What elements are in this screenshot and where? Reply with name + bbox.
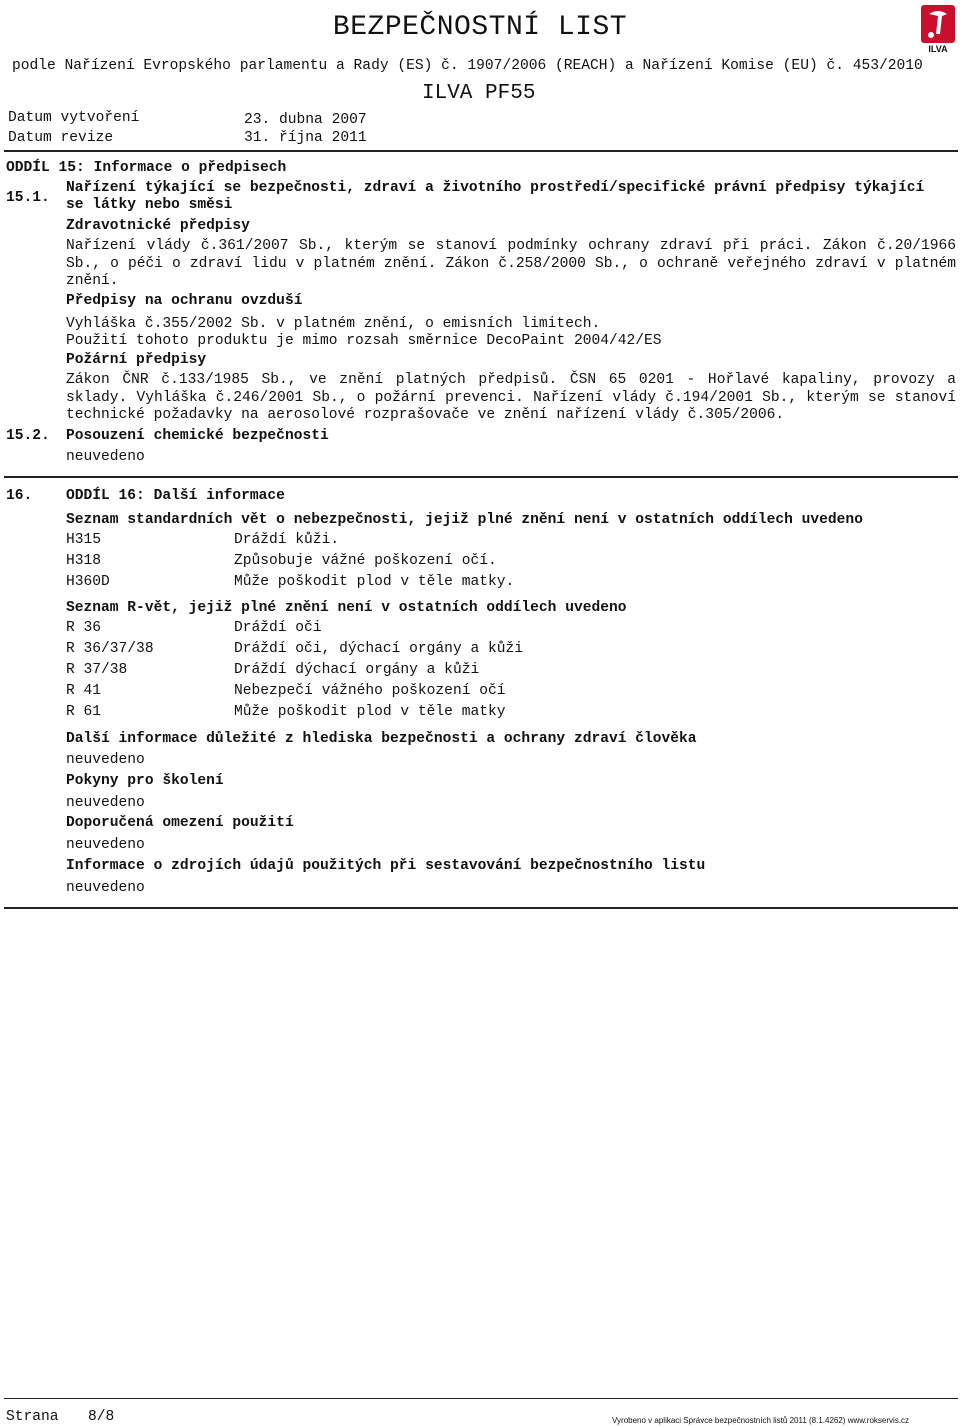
h-text: Může poškodit plod v těle matky. <box>234 574 515 590</box>
h-code: H360D <box>66 574 110 590</box>
fire-regulations-text: Zákon ČNR č.133/1985 Sb., ve znění platných předpisů. ČSN 65 0201 - Hořlavé kapaliny, provozy a sklady. Vyhláška č.246/2001 Sb., o požární prevenci. Nařízení vlády č.194/2001 Sb., kterým se stanoví technické požadavky na aerosolové rozprašovače ve znění nařízení vlády č.305/2006. <box>66 372 956 423</box>
subsection-15-2-value: neuvedeno <box>66 449 145 465</box>
subsection-15-2-title: Posouzení chemické bezpečnosti <box>66 428 329 444</box>
subsection-15-1-title-line2: se látky nebo směsi <box>66 197 233 213</box>
training-value: neuvedeno <box>66 795 145 811</box>
sources-value: neuvedeno <box>66 880 145 896</box>
created-value: 23. dubna 2007 <box>244 112 367 128</box>
document-title: BEZPEČNOSTNÍ LIST <box>332 12 628 43</box>
created-label: Datum vytvoření <box>8 110 140 126</box>
page-label: Strana <box>6 1409 59 1425</box>
h-code: H318 <box>66 553 102 569</box>
r-code: R 36/37/38 <box>66 641 154 657</box>
health-regulations-text: Nařízení vlády č.361/2007 Sb., kterým se stanoví podmínky ochrany zdraví při práci. Zákon č.20/1966 Sb., o péči o zdraví lidu v platném znění. Zákon č.258/2000 Sb., o ochraně veřejného zdraví v platném znění. <box>66 238 956 289</box>
h-text: Způsobuje vážné poškození očí. <box>234 553 497 569</box>
r-code: R 41 <box>66 683 102 699</box>
logo-text: ILVA <box>928 44 948 54</box>
regulation-subtitle: podle Nařízení Evropského parlamentu a Rady (ES) č. 1907/2006 (REACH) a Nařízení Komise (EU) č. 453/2010 <box>12 58 923 74</box>
revision-value: 31. října 2011 <box>244 130 367 146</box>
product-name: ILVA PF55 <box>422 82 536 105</box>
subsection-15-1-number: 15.1. <box>6 190 50 206</box>
r-text: Dráždí oči, dýchací orgány a kůži <box>234 641 524 657</box>
r-text: Dráždí dýchací orgány a kůži <box>234 662 480 678</box>
r-text: Dráždí oči <box>234 620 322 636</box>
air-regulations-text-2: Použití tohoto produktu je mimo rozsah směrnice DecoPaint 2004/42/ES <box>66 333 662 349</box>
h-text: Dráždí kůži. <box>234 532 340 548</box>
restrictions-title: Doporučená omezení použití <box>66 815 294 831</box>
page-number: 8/8 <box>88 1409 115 1425</box>
section-16-heading: ODDÍL 16: Další informace <box>66 488 285 504</box>
restrictions-value: neuvedeno <box>66 837 145 853</box>
health-regulations-heading: Zdravotnické předpisy <box>66 218 250 234</box>
subsection-15-2-number: 15.2. <box>6 428 50 444</box>
r-text: Nebezpečí vážného poškození očí <box>234 683 506 699</box>
other-info-title: Další informace důležité z hlediska bezpečnosti a ochrany zdraví člověka <box>66 731 697 747</box>
footer-divider <box>4 1398 958 1399</box>
r-code: R 37/38 <box>66 662 128 678</box>
section-15-divider <box>4 476 958 478</box>
r-text: Může poškodit plod v těle matky <box>234 704 506 720</box>
r-code: R 36 <box>66 620 102 636</box>
revision-label: Datum revize <box>8 130 114 146</box>
produced-by-note: Vyrobeno v aplikaci Správce bezpečnostních listů 2011 (8.1.4262) www.rokservis.cz <box>612 1416 910 1425</box>
section-15-heading: ODDÍL 15: Informace o předpisech <box>6 160 287 176</box>
section-16-divider <box>4 907 958 909</box>
header-divider <box>4 150 958 152</box>
air-regulations-heading: Předpisy na ochranu ovzduší <box>66 293 303 309</box>
other-info-value: neuvedeno <box>66 752 145 768</box>
section-16-number: 16. <box>6 488 33 504</box>
fire-regulations-heading: Požární předpisy <box>66 352 207 368</box>
training-title: Pokyny pro školení <box>66 773 224 789</box>
h-code: H315 <box>66 532 102 548</box>
sources-title: Informace o zdrojích údajů použitých při sestavování bezpečnostního listu <box>66 858 706 874</box>
air-regulations-text-1: Vyhláška č.355/2002 Sb. v platném znění, o emisních limitech. <box>66 316 601 332</box>
r-code: R 61 <box>66 704 102 720</box>
ilva-logo <box>920 4 956 54</box>
h-statements-title: Seznam standardních vět o nebezpečnosti, jejiž plné znění není v ostatních oddílech uvedeno <box>66 512 863 528</box>
r-phrases-title: Seznam R-vět, jejiž plné znění není v ostatních oddílech uvedeno <box>66 600 627 616</box>
subsection-15-1-title-line1: Nařízení týkající se bezpečnosti, zdraví a životního prostředí/specifické právní předpisy týkající <box>66 180 925 196</box>
